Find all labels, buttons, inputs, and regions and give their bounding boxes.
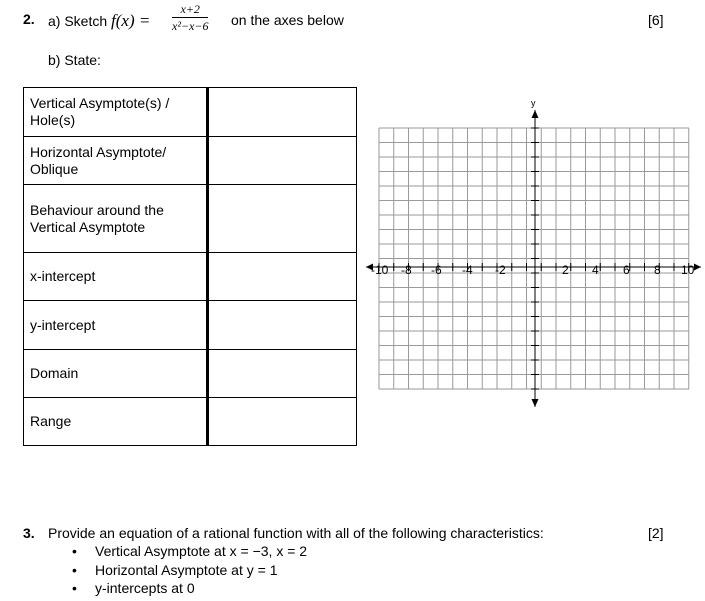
table-label: Range bbox=[24, 398, 208, 446]
x-tick-label: 2 bbox=[562, 263, 569, 277]
x-tick-label: -10 bbox=[371, 263, 389, 277]
x-tick-label: -8 bbox=[401, 263, 412, 277]
list-item: • Vertical Asymptote at x = −3, x = 2 bbox=[70, 542, 307, 561]
x-tick-label: -6 bbox=[431, 263, 442, 277]
y-axis-down-arrow bbox=[532, 399, 539, 407]
x-tick-label: 10 bbox=[681, 263, 695, 277]
y-axis-label: y bbox=[531, 98, 536, 108]
q2-numerator: x+2 bbox=[172, 2, 208, 18]
q2-number: 2. bbox=[23, 11, 35, 27]
q2-part-b: b) State: bbox=[48, 52, 101, 68]
y-axis-up-arrow bbox=[532, 110, 539, 118]
table-label-text: x-intercept bbox=[30, 268, 96, 284]
q3-number: 3. bbox=[23, 525, 35, 541]
table-label: Domain bbox=[24, 350, 208, 398]
x-tick-label: 4 bbox=[592, 263, 599, 277]
q2-function-lhs: f(x) = bbox=[111, 11, 151, 30]
q2-marks: [6] bbox=[648, 12, 664, 28]
q3-text: Provide an equation of a rational function with all of the following characteristics: bbox=[48, 525, 544, 541]
list-item: • Horizontal Asymptote at y = 1 bbox=[70, 561, 307, 580]
x-tick-label: -2 bbox=[495, 263, 506, 277]
q3-bullet-list bbox=[70, 542, 307, 598]
x-tick-label: -4 bbox=[462, 263, 473, 277]
q2-denominator: x²−x−6 bbox=[172, 19, 209, 33]
q3-marks: [2] bbox=[648, 525, 664, 541]
q2-part-a-label: a) Sketch bbox=[48, 13, 108, 29]
list-item: • y-intercepts at 0 bbox=[70, 579, 307, 598]
x-tick-label: 6 bbox=[623, 263, 630, 277]
table-label: Behaviour around the Vertical Asymptote bbox=[24, 185, 208, 253]
table-label: Horizontal Asymptote/ Oblique bbox=[24, 137, 208, 185]
x-tick-labels bbox=[371, 263, 695, 277]
x-axis-right-arrow bbox=[694, 264, 701, 271]
x-tick-label: 8 bbox=[654, 263, 661, 277]
table-label: Vertical Asymptote(s) / Hole(s) bbox=[24, 88, 208, 137]
q2-suffix: on the axes below bbox=[231, 12, 344, 28]
table-label: y-intercept bbox=[24, 301, 208, 350]
